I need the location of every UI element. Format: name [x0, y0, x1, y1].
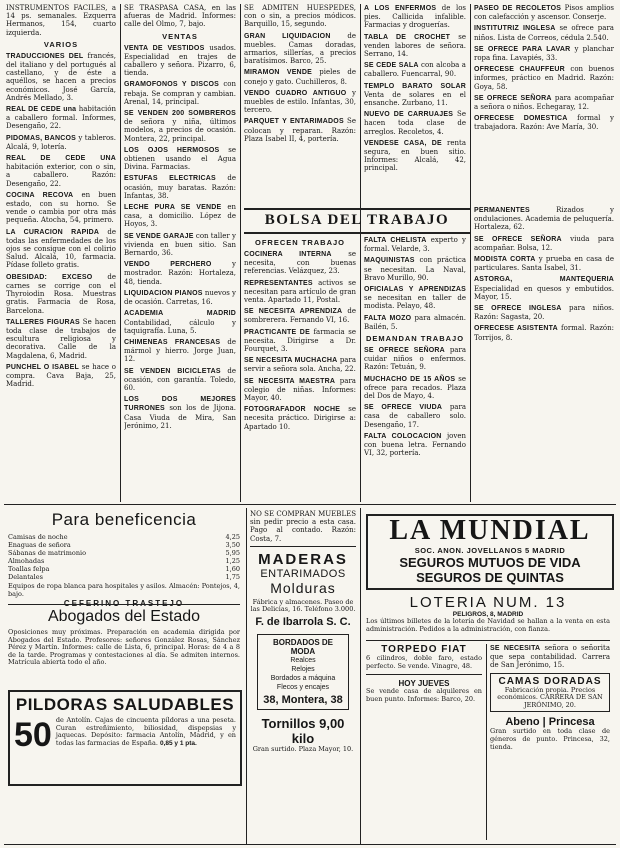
classified-ad	[6, 363, 116, 389]
classified-ad	[124, 174, 236, 200]
price-row	[8, 557, 240, 565]
ad-lead: COCINERA INTERNA	[244, 251, 332, 258]
ad-lead: LOS DOS MEJORES TURRONES	[124, 396, 236, 413]
classified-ad	[364, 110, 466, 136]
ad-text: con rebaja. Se compran y cambian. Arenal, 14, principal.	[124, 80, 236, 106]
ad-text: joven con buena letra. Fernando VI, 32, portería.	[364, 431, 466, 458]
ad-text: Se colocan y reparan. Razón: Plaza Isabel II, 4, portería.	[244, 117, 356, 143]
ad-list	[474, 4, 614, 132]
ad-list	[364, 236, 466, 331]
ad-lead: LA CURACION RAPIDA	[6, 228, 100, 236]
la-mundial-ad	[366, 514, 614, 590]
price-value: 5,95	[225, 549, 240, 557]
classified-ad	[364, 314, 466, 331]
ad-text: se necesita, con buenas referencias. Velázquez, 23.	[244, 250, 356, 276]
price-row	[8, 533, 240, 541]
classified-ad	[364, 346, 466, 372]
torpedo-text: 6 cilindros, doble faro, estado perfecto. Se vende. Vinagre, 48.	[366, 654, 482, 670]
column-rule	[360, 508, 361, 844]
bolsa-trabajo-title: BOLSA DEL TRABAJO	[264, 212, 450, 228]
ad-text: con alcoba a caballero. Fuencarral, 90.	[364, 61, 466, 79]
ad-lead: MODISTA CORTA	[474, 256, 536, 264]
classified-ad	[364, 82, 466, 108]
ad-lead: PARQUET Y ENTARIMADOS	[244, 118, 344, 126]
ad-list	[364, 4, 466, 173]
classified-ad	[364, 4, 466, 30]
ad-text: de mármol y hierro. Jorge Juan, 12.	[124, 337, 236, 364]
bordados-line: Realces	[290, 657, 316, 664]
ad-text: activos se necesitan para artículo de gran venta. Apartado 11, Postal.	[244, 278, 356, 305]
price-value: 1,75	[225, 573, 240, 581]
ad-lead: PIDOMAS, BANCOS	[6, 134, 77, 142]
ad-lead: VENDESE CASA, DE	[364, 139, 442, 147]
ad-lead: OBESIDAD: EXCESO	[6, 273, 93, 281]
ad-text: en casa, a domicilio. López de Hoyos, 3.	[124, 203, 236, 229]
camas-doradas-ad	[490, 673, 610, 713]
ad-lead: TRADUCCIONES DEL	[6, 52, 84, 60]
ad-list	[490, 644, 610, 670]
ad-text: para cuidar niños o enfermos. Razón: Tetuán, 9.	[364, 346, 466, 372]
loteria-title: LOTERIA NUM. 13	[409, 594, 567, 611]
ad-text: se ofrece para recados. Plaza del Dos de Mayo, 4.	[364, 374, 466, 401]
classified-ad	[364, 33, 466, 59]
price-label: Almohadas	[8, 557, 45, 565]
ad-lead: OFICIALAS Y APRENDIZAS	[364, 286, 466, 294]
ad-lead: VENDO CUADRO ANTIGUO	[244, 89, 347, 97]
classified-ad	[244, 68, 356, 85]
ad-text: y mostrador. Razón: Hortaleza, 48, tienda.	[124, 260, 236, 286]
section-rule	[4, 504, 616, 505]
ad-lead: OFRECESE DOMESTICA	[474, 115, 568, 123]
ad-lead: OFRECESE ASISTENTA	[474, 325, 558, 333]
classified-ad	[244, 250, 356, 276]
abogados-ad	[8, 608, 240, 686]
classified-ad	[6, 191, 116, 225]
pildoras-description: de Antolín. Cajas de cincuenta píldoras a una peseta. Curan estreñimiento, biliosidad, dispepsias y jaquecas. Depósito: farmacia Antolín, Madrid, y en todas las farmacias de España.	[55, 716, 236, 747]
classified-ad	[124, 109, 236, 143]
ad-text: usados. Especialidad en trajes de caballero y señora. Pizarro, 6, tienda.	[124, 43, 236, 78]
ad-lead: SE OFRECE PARA LAVAR	[474, 45, 571, 53]
ad-text: experto y formal. Velarde, 3.	[364, 236, 466, 254]
ad-lead: TABLA DE CROCHET	[364, 33, 451, 41]
hoy-jueves-title: HOY JUEVES	[398, 679, 450, 689]
classified-ad	[474, 255, 614, 272]
classified-ad	[244, 89, 356, 115]
ad-text: de los pies. Callicida infalible. Farmacias y droguerías.	[364, 4, 466, 30]
princesa-title: Abeno | Princesa	[505, 716, 595, 729]
classified-ad	[6, 134, 116, 151]
ad-text: se hace o compra. Cava Baja, 25, Madrid.	[6, 362, 116, 389]
pildoras-number: 50	[14, 716, 52, 754]
classified-ad	[474, 45, 614, 62]
ad-text: Venta de solares en el ensanche. Zurbano, 11.	[364, 90, 466, 108]
ad-lead: PASEO DE RECOLETOS	[474, 5, 562, 12]
ad-lead: SE OFRECE SEÑORA	[364, 347, 445, 355]
tornillos-title: Tornillos 9,00 kilo	[261, 716, 345, 746]
ad-text: se obtienen usando el Agua Divina. Farmacias.	[124, 145, 236, 172]
price-label: Toallas felpa	[8, 565, 50, 573]
ad-text: son los de Jijona. Casa Viuda de Mira, San Jerónimo, 21.	[124, 404, 236, 430]
pildoras-title: PILDORAS SALUDABLES	[15, 695, 235, 714]
tornillos-address: Gran surtido. Plaza Mayor, 10.	[252, 745, 354, 753]
ad-lead: GRAMOFONOS Y DISCOS	[124, 81, 219, 89]
ad-lead: SE OFRECE VIUDA	[364, 404, 443, 412]
classified-ad	[124, 289, 236, 306]
price-row	[8, 565, 240, 573]
camas-doradas-title: CAMAS DORADAS	[498, 675, 602, 687]
ad-lead: SE NECESITA MUCHACHA	[244, 357, 338, 365]
ad-text: habitación a caballero formal. Informes, Desengaño, 22.	[6, 105, 116, 131]
pildoras-price: 0,85 y 1 pta.	[159, 739, 197, 747]
ad-lead: SE CEDE SALA	[364, 62, 419, 70]
ad-lead: LECHE PURA SE VENDE	[124, 204, 222, 212]
bordados-ad	[257, 634, 349, 710]
ad-lead: PRACTICANTE DE	[244, 328, 310, 336]
ad-list	[244, 250, 356, 431]
column-varios	[6, 4, 116, 500]
loteria-text: Los últimos billetes de la lotería de Navidad se hallan a la venta en esta administración. Pedidos a la administración, con fianza.	[366, 617, 610, 633]
ad-lead: MIRAMON VENDE	[244, 69, 312, 77]
classified-ad	[244, 377, 356, 403]
classified-ad	[124, 146, 236, 172]
classified-ad	[6, 52, 116, 102]
ad-lead: GRAN LIQUIDACION	[244, 32, 331, 40]
classified-ad	[6, 318, 116, 360]
column-five	[474, 4, 614, 204]
section-heading: OFRECEN TRABAJO	[254, 238, 345, 247]
ad-text: para colegio de niñas. Informes: Mayor, 40.	[244, 376, 356, 403]
price-value: 1,25	[225, 557, 240, 565]
ad-text: para almacén. Bailén, 5.	[364, 313, 466, 331]
price-value: 3,50	[225, 541, 240, 549]
ad-lead: LOS OJOS HERMOSOS	[124, 146, 220, 154]
ad-text: con buenos informes, práctico en Madrid. Razón: Goya, 58.	[474, 65, 614, 91]
column-five-lower	[474, 206, 614, 502]
ad-lead: COCINA RECOVA	[6, 191, 74, 199]
ad-text: de sombrerera. Fernando VI, 16.	[244, 307, 356, 325]
section-heading: DEMANDAN TRABAJO	[365, 334, 465, 344]
price-value: 4,25	[225, 533, 240, 541]
ad-lead: CHIMENEAS FRANCESAS	[124, 338, 221, 346]
ad-text: para servir a señora sola. Ancha, 22.	[244, 356, 356, 374]
ad-lead: SE OFRECE SEÑORA	[474, 94, 552, 102]
ad-lead: SE VENDE GARAJE	[124, 232, 194, 240]
beneficencia-note: Equipos de ropa blanca para hospitales y asilos. Almacén: Pontejos, 4, bajo.	[8, 582, 240, 598]
column-rule	[360, 4, 361, 502]
classified-ad	[474, 4, 614, 21]
middle-lower-column	[250, 510, 356, 754]
classified-ad	[244, 356, 356, 373]
ad-lead: OFRECESE CHAUFFEUR	[474, 66, 565, 74]
ad-list	[124, 44, 236, 430]
ad-lead: REPRESENTANTES	[244, 279, 313, 287]
ad-lead: MAQUINISTAS	[364, 257, 415, 265]
classified-ad	[244, 279, 356, 305]
la-mundial-quintas: SEGUROS DE QUINTAS	[416, 570, 564, 585]
ad-lead: TALLERES FIGURAS	[6, 318, 80, 326]
ad-text: de señora y niña, últimos modelos, a precios de ocasión. Montera, 22, principal.	[124, 118, 236, 143]
ad-lead: REAL DE CEDE UNA	[6, 155, 116, 163]
classified-ad	[474, 275, 614, 301]
torpedo-ad	[366, 644, 482, 703]
classified-ad	[124, 309, 236, 335]
ad-lead: SE NECESITA	[490, 645, 541, 652]
ad-text: pieles de conejo y gato. Cuchilleros, 8.	[244, 68, 356, 86]
beneficencia-title: Para beneficencia	[51, 510, 197, 529]
column-rule	[246, 508, 247, 844]
bolsa-right	[364, 236, 466, 502]
ad-text: de todas las enfermedades de los ojos se consigue con el colirio Salud. Alcalá, 10, farmacia. Pídase folleto gratis.	[6, 227, 116, 270]
abogados-text: Oposiciones muy próximas. Preparación en academia dirigida por Abogados del Estado. Profesores: señores González Rosas, Sánchez Pérez y Martín. Informes: calle de Lista, 6, principal. Horas: de 4 a 8 de la tarde. Programas y contestaciones al día. Se admiten internos. Matrícula abierta todo el año.	[8, 628, 240, 667]
bolsa-left	[244, 236, 356, 502]
loteria-subtitle: PELIGROS, 8, MADRID	[452, 611, 524, 618]
la-mundial-subtitle: SOC. ANON. JOVELLANOS 5 MADRID	[414, 546, 566, 555]
loteria-ad	[366, 594, 610, 634]
ad-text: de carnes se corrige con el Thyroiodin Rosa. Muestras gratis. Farmacia de Rosa, Barcelona.	[6, 272, 116, 315]
classified-ad	[364, 403, 466, 429]
ad-text: francés, del italiano y del portugués al castellano, y de éste a aquéllos, se hacen a precios económicos. José García, Andrés Mellado, 3.	[6, 51, 116, 102]
ad-text: nuevos y de ocasión. Carretas, 16.	[124, 288, 236, 307]
classified-ad	[244, 32, 356, 66]
column-rule	[240, 4, 241, 502]
ad-list	[364, 346, 466, 457]
ad-text: Rizados y ondulaciones. Academia de peluquería. Hortaleza, 62.	[474, 206, 614, 232]
column-rule	[120, 4, 121, 502]
classified-ad	[364, 375, 466, 401]
classified-ad	[6, 228, 116, 270]
classified-ad	[364, 61, 466, 78]
price-label: Delantales	[8, 573, 43, 581]
classified-ad	[490, 644, 610, 670]
ad-text: se venden labores de señora. Serrano, 14.	[364, 32, 466, 59]
ad-lead: PUNCHEL O ISABEL	[6, 363, 79, 371]
bordados-line: BORDADOS DE MODA	[272, 638, 333, 656]
classified-ad	[6, 273, 116, 315]
bordados-lines	[260, 638, 346, 692]
maderas-firm: F. de Ibarrola S. C.	[255, 616, 351, 628]
classified-ad	[474, 304, 614, 321]
ad-text: Se hacen toda clase de arreglos. Recoletos, 4.	[364, 110, 466, 136]
torpedo-title: TORPEDO FIAT	[381, 644, 467, 655]
ad-lead: FALTA CHELISTA	[364, 237, 427, 244]
ad-text: renta segura, en buen sitio. Informes: Alcalá, 42, principal.	[364, 138, 466, 173]
column-four	[364, 4, 466, 204]
bordados-address: 38, Montera, 38	[263, 694, 343, 706]
classified-ad	[474, 324, 614, 341]
ad-lead: FOTOGRAFADOR NOCHE	[244, 406, 341, 414]
ad-text: Se hacen toda clase de trabajos de escultura religiosa y decorativa. Calle de la Magdalena, 6, Madrid.	[6, 317, 116, 360]
section-rule	[366, 640, 610, 641]
ad-lead: A LOS ENFERMOS	[364, 5, 437, 12]
abogados-title: Abogados del Estado	[47, 608, 201, 625]
classified-ad	[124, 203, 236, 229]
bordados-line: Relojes	[291, 666, 315, 673]
ad-lead: SE NECESITA MAESTRA	[244, 377, 336, 385]
ad-text: con taller y vivienda en buen sitio. San Bernardo, 36.	[124, 231, 236, 258]
maderas-molduras: Molduras	[270, 579, 336, 596]
classified-ad: SE TRASPASA CASA, en las afueras de Madrid. Informes: calle del Olmo, 7, bajo.	[124, 4, 236, 29]
pildoras-body	[10, 717, 240, 753]
ad-lead: LIQUIDACION PIANOS	[124, 289, 203, 297]
ad-text: con práctica se necesitan. La Naval, Bravo Murillo, 90.	[364, 256, 466, 282]
classified-ad	[364, 285, 466, 311]
ad-lead: FALTA COLOCACION	[364, 432, 442, 440]
classified-ad	[124, 395, 236, 430]
ad-lead: FALTA MOZO	[364, 314, 412, 322]
bordados-line: Flecos y encajes	[276, 684, 330, 691]
classified-ad	[364, 256, 466, 282]
price-row	[8, 573, 240, 581]
price-value: 1,60	[225, 565, 240, 573]
ad-text: para acompañar a señora o niños. Echegaray, 12.	[474, 93, 614, 112]
section-rule	[250, 546, 356, 547]
beneficencia-ad	[8, 510, 240, 600]
classified-ad	[474, 94, 614, 111]
princesa-ad	[490, 716, 610, 751]
ad-lead: ACADEMIA MADRID	[124, 310, 236, 318]
ad-list	[474, 206, 614, 342]
ad-lead: SE NECESITA APRENDIZA	[244, 308, 343, 316]
classified-ad	[474, 65, 614, 91]
classified-ad	[474, 206, 614, 232]
pildoras-ad	[8, 690, 242, 786]
ad-lead: ESTUFAS ELECTRICAS	[124, 175, 216, 183]
price-row	[8, 549, 240, 557]
classified-ad	[6, 105, 116, 131]
la-mundial-title: LA MUNDIAL	[389, 515, 591, 546]
ad-text: Contabilidad, cálculo y taquigrafía. Luna, 5.	[124, 318, 236, 335]
classified-ad	[474, 24, 614, 41]
la-mundial-vida: SEGUROS MUTUOS DE VIDA	[399, 555, 581, 570]
hoy-jueves-text: Se vende casa de alquileres en buen punto. Informes: Barco, 20.	[366, 687, 482, 703]
classified-ad	[364, 236, 466, 253]
classified-ad	[124, 232, 236, 258]
classified-ad	[6, 154, 116, 188]
ad-text: viuda para acompañar. Bolsa, 12.	[474, 234, 614, 252]
ad-text: señora o señorita que sepa contabilidad. Carrera de San Jerónimo, 15.	[490, 644, 610, 670]
maderas-text: Fábrica y almacenes. Paseo de las Delicias, 16. Teléfono 3.000.	[250, 597, 356, 614]
ad-text: y prueba en casa de particulares. Santa Isabel, 31.	[474, 255, 614, 273]
ad-lead: REAL DE CEDE una	[6, 106, 77, 114]
ad-text: formal. Razón: Torrijos, 8.	[474, 324, 614, 342]
ad-lead: SE OFRECE SEÑORA	[474, 235, 562, 243]
bottom-rule	[4, 844, 616, 845]
ad-text: se necesitan en taller de modista. Pelayo, 48.	[364, 294, 466, 311]
column-rule	[470, 4, 471, 502]
column-rule	[486, 644, 487, 840]
maderas-subtitle: ENTARIMADOS	[260, 567, 346, 580]
ad-text: y muebles de estilo. Infantas, 30, tercero.	[244, 88, 356, 115]
classified-ad	[244, 405, 356, 431]
ad-lead: NUEVO DE CARRUAJES	[364, 111, 454, 119]
bordados-line: Bordados a máquina	[270, 675, 336, 682]
classified-ad	[124, 367, 236, 393]
classified-ad: INSTRUMENTOS FACILES, a 14 ps. semanales. Ezquerra Hermanos, 154, cuarto izquierda.	[6, 4, 116, 37]
ad-lead: VENTA DE VESTIDOS	[124, 44, 205, 52]
classified-ad	[474, 114, 614, 131]
ad-text: de ocasión, con garantía. Toledo, 60.	[124, 366, 236, 392]
classified-ad	[244, 307, 356, 324]
price-list	[8, 533, 240, 581]
princesa-text: Gran surtido en toda clase de géneros de punto. Princesa, 32, tienda.	[490, 727, 610, 751]
classified-ad	[124, 260, 236, 286]
price-label: Sábanas de matrimonio	[8, 549, 86, 557]
camas-doradas-text: Fabricación propia. Precios económicos. CARRERA DE SAN JERÓNIMO, 20.	[497, 685, 603, 709]
ad-text: para niños. Razón: Sagasta, 20.	[474, 304, 614, 322]
ad-list	[6, 52, 116, 389]
column-ventas	[124, 4, 236, 500]
ad-lead: SE VENDEN 200 SOMBREROS	[124, 110, 236, 118]
ad-text: para casa de caballero solo. Desengaño, 17.	[364, 403, 466, 429]
classified-ad: SE ADMITEN HUESPEDES, con o sin, a precios módicos. Barquillo, 15, segundo.	[244, 4, 356, 29]
ad-text: farmacia se necesita. Dirigirse a Dr. Fourquet, 3.	[244, 327, 356, 354]
price-row	[8, 541, 240, 549]
price-label: Enaguas de señora	[8, 541, 71, 549]
classified-ad	[244, 328, 356, 354]
section-heading: VARIOS	[43, 39, 79, 49]
ad-text: se necesita práctico. Dirigirse a: Apartado 10.	[244, 405, 356, 431]
ad-text: de ocasión, muy baratas. Razón: Infantas, 38.	[124, 174, 236, 200]
maderas-title: MADERAS	[258, 550, 348, 568]
section-heading: VENTAS	[162, 31, 198, 41]
ad-text: Pisos amplios con calefacción y ascensor. Conserje.	[474, 4, 614, 22]
pildoras-text	[56, 717, 240, 747]
ad-text: formal y trabajadora. Razón: Ave María, 30.	[474, 114, 614, 132]
ad-text: y planchar ropa fina. Lavapiés, 33.	[474, 44, 614, 63]
ad-text: se ofrece para niños. Lista de Correos, cédula 2.540.	[474, 24, 614, 42]
ad-text: de muebles. Camas doradas, armarios, sillerías, a precios baratísimos. Barco, 25.	[244, 31, 356, 66]
tornillos-ad	[250, 716, 356, 754]
banner-rule	[244, 232, 470, 234]
classified-ad	[124, 338, 236, 364]
classified-ad	[364, 139, 466, 173]
ad-lead: VENDO PERCHERO	[124, 261, 212, 269]
classified-ad	[364, 432, 466, 458]
ad-lead: SE OFRECE INGLESA	[474, 305, 562, 313]
ad-lead: ASTORGA, MANTEQUERIA	[474, 276, 614, 284]
column-three	[244, 4, 356, 204]
ad-list	[244, 32, 356, 143]
maderas-ad	[250, 551, 356, 628]
ad-text: en buen estado, con su horno. Se vende o cambia por otra más pequeña. Atocha, 54, primero.	[6, 190, 116, 225]
ad-lead: PERMANENTES	[474, 207, 530, 214]
section-rule	[366, 674, 482, 675]
classified-ad: NO SE COMPRAN MUEBLES sin pedir precio a esta casa. Pago al contado. Razón: Costa, 7.	[250, 510, 356, 543]
section-rule	[8, 604, 240, 605]
ad-lead: SE VENDEN BICICLETAS	[124, 367, 221, 375]
banner-rule	[244, 208, 470, 210]
ad-text: Especialidad en quesos y embutidos. Mayor, 15.	[474, 284, 614, 301]
ad-lead: INSTITUTRIZ INGLESA	[474, 25, 556, 33]
classified-ad	[124, 80, 236, 106]
ad-text: habitación exterior, con o sin, a caballero. Razón: Desengaño, 22.	[6, 163, 116, 188]
ad-text: y tableros. Alcalá, 9, lotería.	[6, 133, 116, 151]
classified-ad	[244, 117, 356, 143]
ad-lead: MUCHACHO DE 15 AÑOS	[364, 375, 456, 383]
ad-lead: TEMPLO BARATO SOLAR	[364, 82, 466, 90]
classified-ad	[474, 235, 614, 252]
classified-ad	[124, 44, 236, 78]
price-label: Camisas de noche	[8, 533, 68, 541]
right-lower-column	[490, 644, 610, 751]
